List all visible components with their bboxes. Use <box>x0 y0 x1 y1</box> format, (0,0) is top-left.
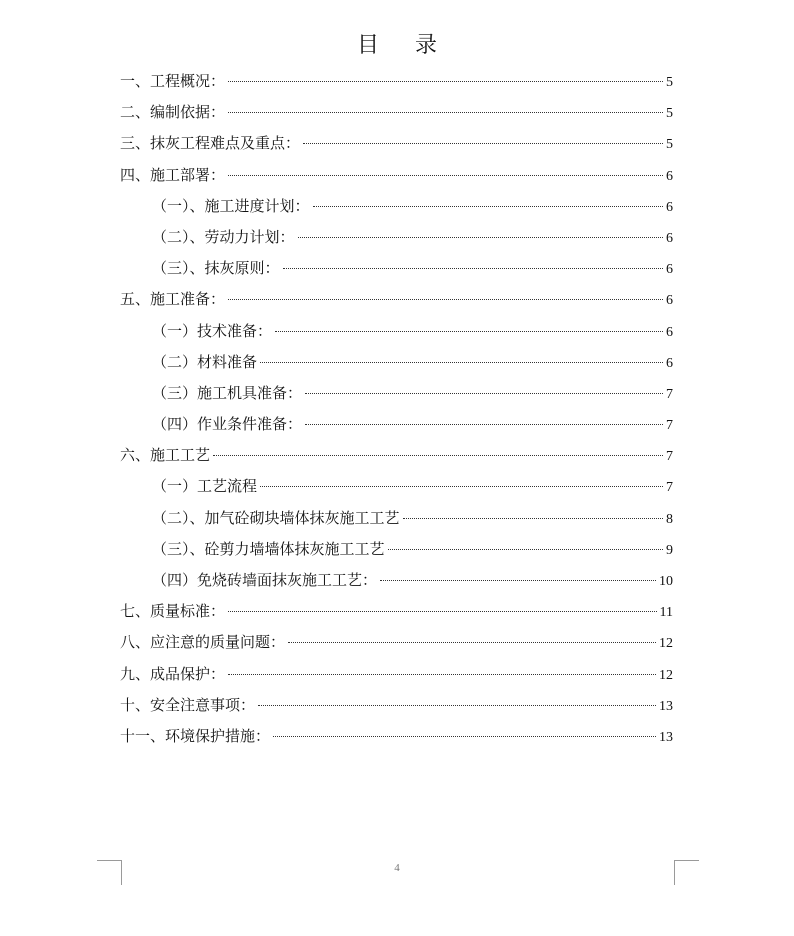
toc-entry-label: （三）施工机具准备： <box>152 383 303 402</box>
toc-entry-page: 6 <box>666 230 673 246</box>
toc-entry-label: （一）技术准备： <box>152 321 273 340</box>
toc-entry-page: 10 <box>659 574 673 589</box>
toc-entry-label: （一）工艺流程 <box>152 477 258 496</box>
toc-entry[interactable] <box>120 471 673 502</box>
toc-dot-leader <box>388 549 663 550</box>
toc-title-char-1: 目 <box>356 33 379 58</box>
toc-dot-leader <box>313 206 663 207</box>
toc-entry-page: 6 <box>666 324 673 340</box>
toc-entry-page: 12 <box>659 636 673 652</box>
toc-entry[interactable] <box>120 316 673 347</box>
toc-entry[interactable] <box>120 160 673 191</box>
toc-entry-label: （二）、劳动力计划： <box>152 227 295 246</box>
toc-entry-label: （三）、抹灰原则： <box>152 259 280 278</box>
toc-dot-leader <box>275 331 663 332</box>
toc-entry-page: 8 <box>666 511 673 527</box>
toc-entry[interactable] <box>120 440 673 471</box>
toc-dot-leader <box>228 112 663 113</box>
toc-dot-leader <box>228 175 663 176</box>
toc-entry-label: 九、成品保护： <box>120 664 226 683</box>
toc-entry-page: 5 <box>666 75 673 90</box>
toc-dot-leader <box>228 81 663 82</box>
toc-entry-label: （一）、施工进度计划： <box>152 196 310 215</box>
toc-entry-label: 十一、环境保护措施： <box>120 726 271 745</box>
toc-entry[interactable] <box>120 565 673 596</box>
toc-entry-label: （二）、加气砼砌块墙体抹灰施工工艺 <box>152 508 400 527</box>
toc-title-char-2: 录 <box>415 33 438 58</box>
toc-entry[interactable] <box>120 378 673 409</box>
toc-dot-leader <box>213 455 663 456</box>
toc-entry-label: 四、施工部署： <box>120 165 226 184</box>
toc-entry-page: 6 <box>666 168 673 184</box>
table-of-contents <box>120 66 673 752</box>
toc-entry[interactable] <box>120 534 673 565</box>
toc-entry-label: （四）作业条件准备： <box>152 415 303 434</box>
toc-entry-page: 11 <box>659 605 673 621</box>
toc-dot-leader <box>258 705 656 706</box>
toc-entry[interactable] <box>120 503 673 534</box>
toc-entry-label: 五、施工准备： <box>120 290 226 309</box>
toc-entry-page: 12 <box>659 667 673 683</box>
toc-entry-label: 七、质量标准： <box>120 602 226 621</box>
toc-entry[interactable] <box>120 659 673 690</box>
toc-entry-label: 一、工程概况： <box>120 72 226 90</box>
toc-entry[interactable] <box>120 191 673 222</box>
toc-dot-leader <box>305 424 663 425</box>
toc-entry-page: 6 <box>666 355 673 371</box>
toc-entry-page: 5 <box>666 137 673 153</box>
toc-entry-label: 六、施工工艺 <box>120 446 211 465</box>
toc-dot-leader <box>305 393 663 394</box>
toc-dot-leader <box>273 736 656 737</box>
toc-entry-page: 7 <box>666 386 673 402</box>
toc-entry-label: 二、编制依据： <box>120 103 226 122</box>
toc-entry-label: 八、应注意的质量问题： <box>120 633 286 652</box>
toc-entry[interactable] <box>120 66 673 97</box>
toc-entry-page: 6 <box>666 199 673 215</box>
page-number: 4 <box>394 862 400 874</box>
toc-dot-leader <box>283 268 663 269</box>
toc-entry-page: 9 <box>666 542 673 558</box>
toc-dot-leader <box>403 518 663 519</box>
toc-dot-leader <box>260 486 663 487</box>
toc-entry[interactable] <box>120 627 673 658</box>
toc-entry[interactable] <box>120 128 673 159</box>
toc-entry[interactable] <box>120 690 673 721</box>
toc-entry-page: 7 <box>666 418 673 434</box>
toc-entry[interactable] <box>120 721 673 752</box>
toc-entry[interactable] <box>120 222 673 253</box>
toc-entry-page: 7 <box>666 480 673 496</box>
toc-entry[interactable] <box>120 596 673 627</box>
toc-dot-leader <box>228 674 656 675</box>
toc-entry-page: 6 <box>666 293 673 309</box>
toc-entry-label: （三）、砼剪力墙墙体抹灰施工工艺 <box>152 539 385 558</box>
toc-entry[interactable] <box>120 253 673 284</box>
toc-entry[interactable] <box>120 347 673 378</box>
toc-dot-leader <box>228 299 663 300</box>
toc-dot-leader <box>260 362 663 363</box>
toc-entry-label: 三、抹灰工程难点及重点： <box>120 134 301 153</box>
toc-dot-leader <box>288 642 656 643</box>
toc-entry-page: 7 <box>666 449 673 465</box>
toc-entry-page: 13 <box>659 729 673 745</box>
toc-dot-leader <box>303 143 663 144</box>
toc-entry-page: 6 <box>666 262 673 278</box>
toc-entry[interactable] <box>120 284 673 315</box>
toc-dot-leader <box>298 237 663 238</box>
toc-entry[interactable] <box>120 97 673 128</box>
toc-entry-page: 13 <box>659 698 673 714</box>
toc-dot-leader <box>228 611 657 612</box>
toc-entry-label: 十、安全注意事项： <box>120 695 256 714</box>
toc-entry-page: 5 <box>666 106 673 122</box>
toc-entry[interactable] <box>120 409 673 440</box>
toc-title <box>0 28 794 59</box>
toc-dot-leader <box>380 580 656 581</box>
toc-entry-label: （四）免烧砖墙面抹灰施工工艺： <box>152 571 378 589</box>
toc-entry-label: （二）材料准备 <box>152 352 258 371</box>
